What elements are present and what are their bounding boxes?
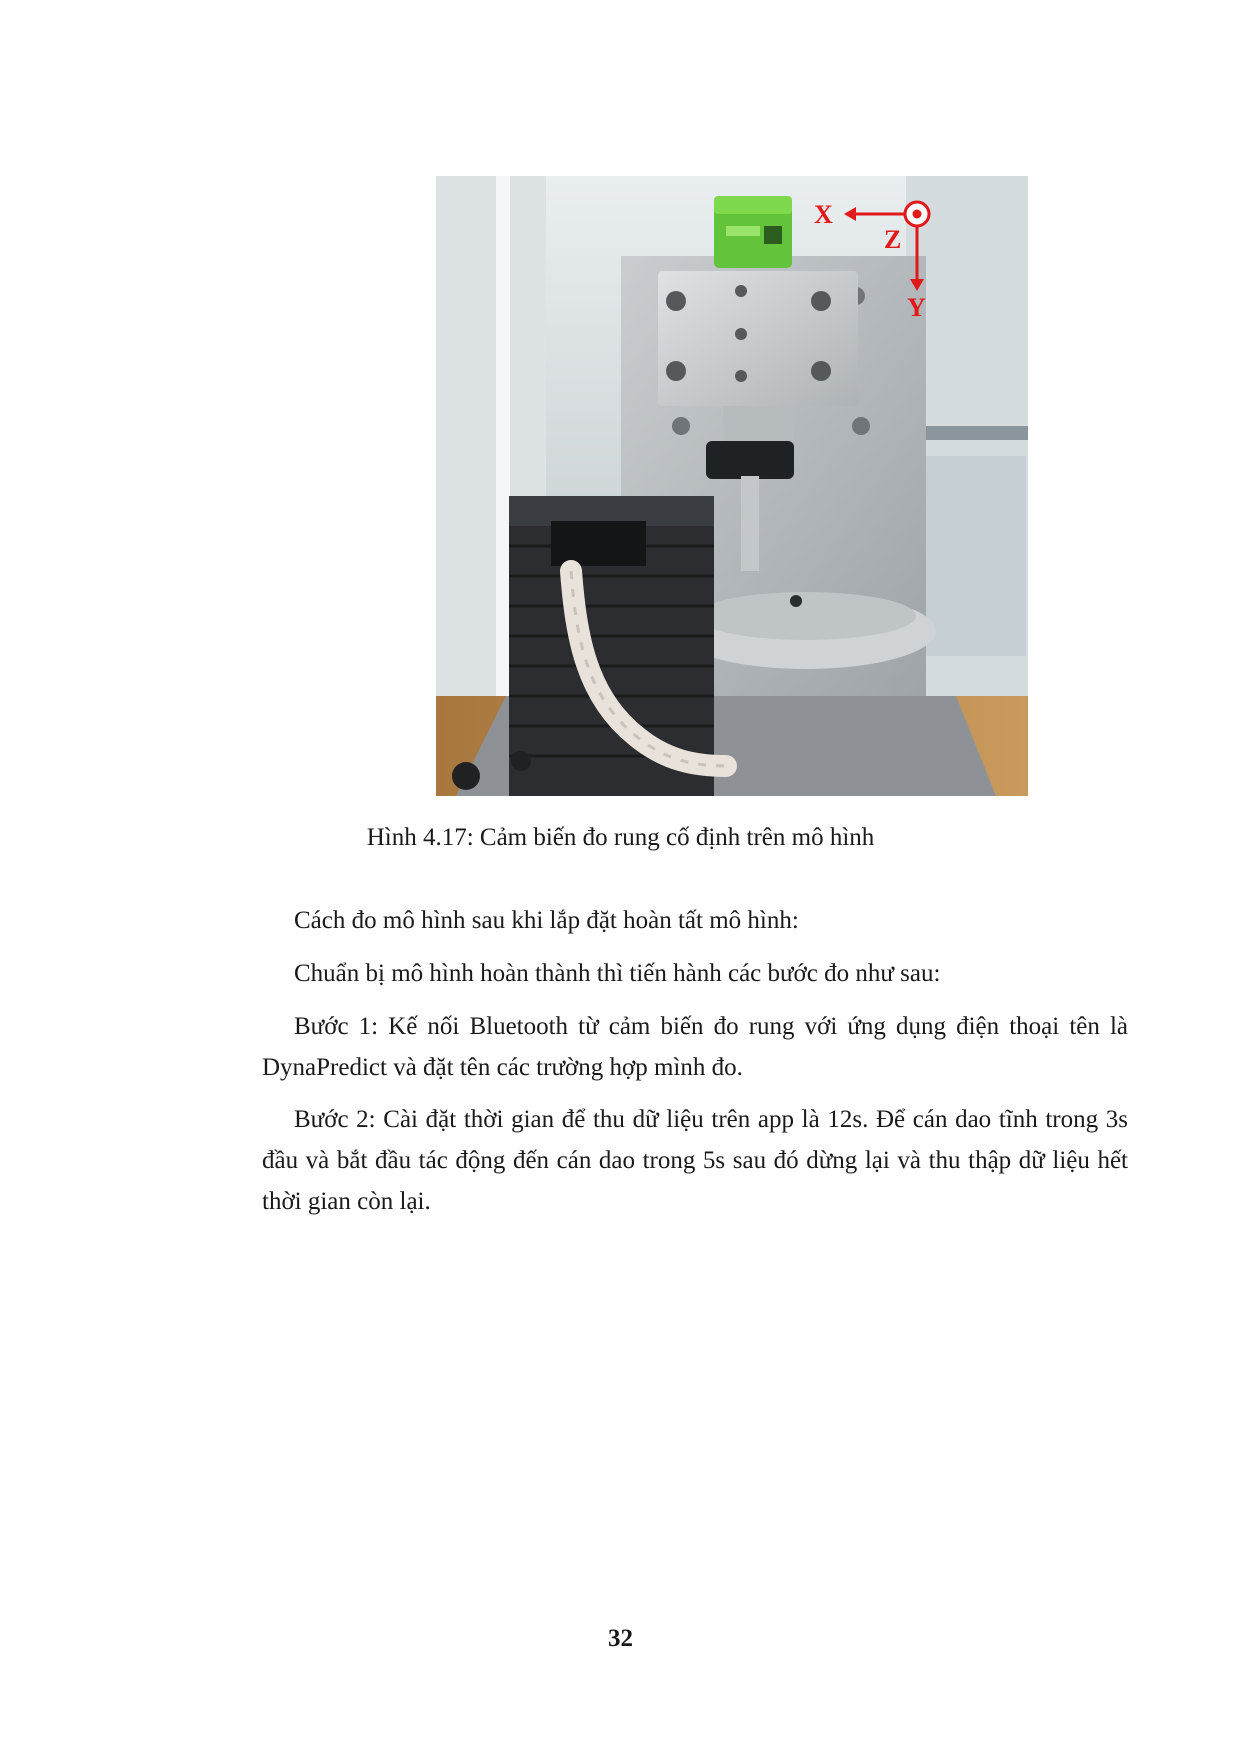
figure-caption: Hình 4.17: Cảm biến đo rung cố định trên mô hình: [366, 824, 875, 851]
tool-shank: [741, 476, 759, 571]
spindle-collar: [723, 406, 793, 446]
y-axis-label: Y: [907, 293, 926, 322]
sensor-mount-illustration: [436, 176, 1028, 796]
tool-holder-nut: [706, 441, 794, 479]
z-axis-label: Z: [884, 225, 902, 254]
paragraph-intro: Cách đo mô hình sau khi lắp đặt hoàn tất mô hình:: [294, 907, 799, 934]
paragraph-preparation: Chuẩn bị mô hình hoàn thành thì tiến hành các bước đo như sau:: [294, 960, 941, 987]
sensor-photo-figure: [436, 176, 1028, 796]
motor-connector: [551, 521, 646, 566]
page-number: 32: [608, 1625, 633, 1652]
paragraph-step-1: Bước 1: Kế nối Bluetooth từ cảm biến đo rung với ứng dụng điện thoại tên là DynaPredict và đặt tên các trường hợp mình đo.: [262, 1013, 1128, 1081]
x-axis-label: X: [814, 200, 833, 229]
sliding-block: [658, 271, 858, 406]
paragraph-step-2: Bước 2: Cài đặt thời gian để thu dữ liệu trên app là 12s. Để cán dao tĩnh trong 3s đầu và bắt đầu tác động đến cán dao trong 5s sau đó dừng lại và thu thập dữ liệu hết thời gian còn lại.: [262, 1106, 1128, 1215]
